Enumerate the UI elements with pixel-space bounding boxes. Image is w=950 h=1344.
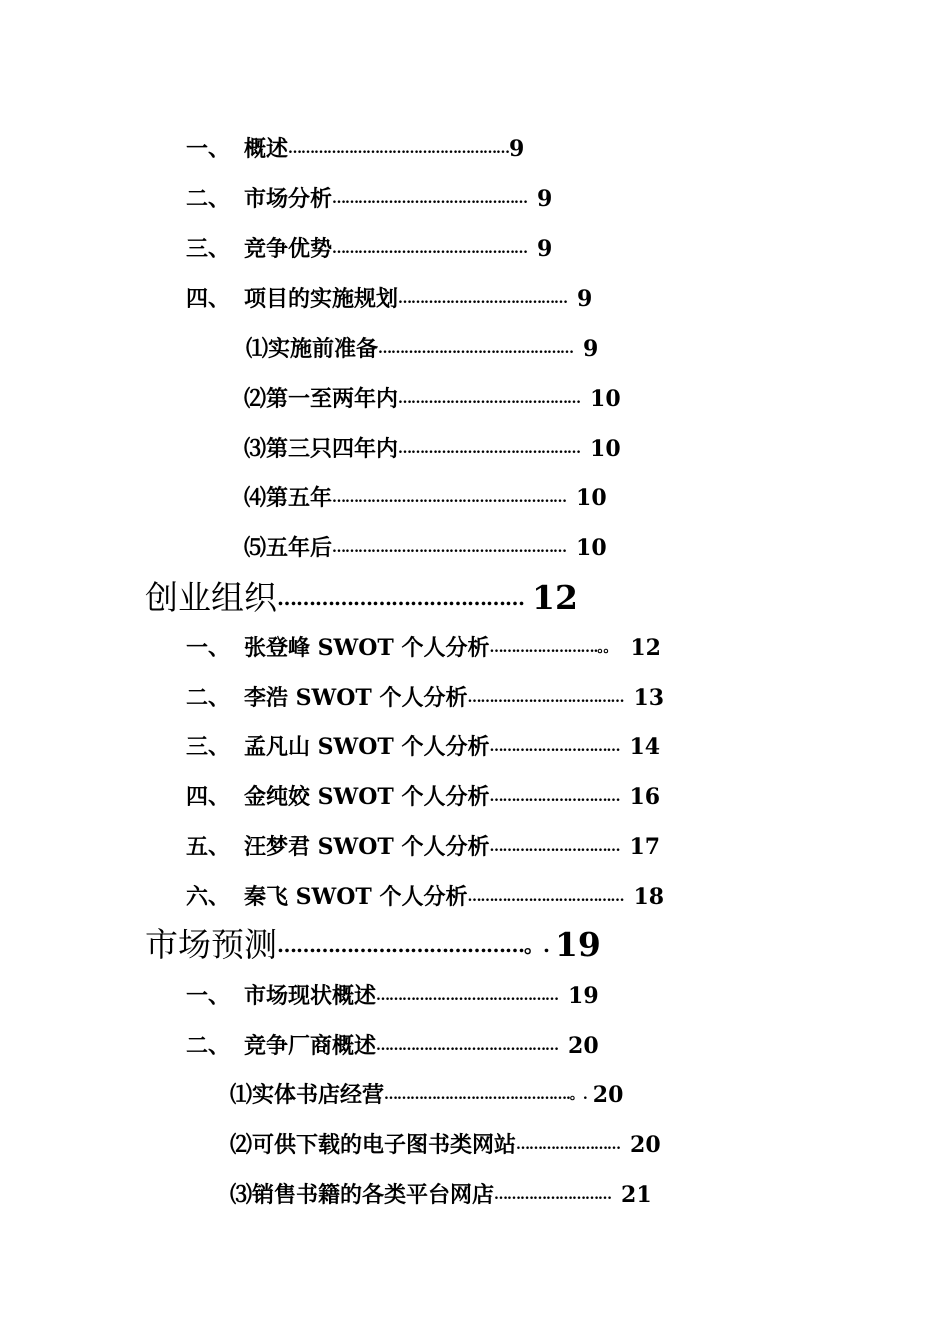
toc-title: ⑸五年后 [244,535,333,561]
toc-leader: …………………………………… [376,988,559,1004]
toc-prefix: 三、 [186,734,231,760]
toc-entry [246,332,598,366]
toc-title: 李浩 SWOT 个人分析 [244,685,468,711]
toc-leader: …………………………………… [376,1038,559,1054]
toc-page: 10 [576,485,607,511]
toc-title: ⑵第一至两年内 [244,386,399,412]
toc-prefix: 一、 [186,635,231,661]
toc-entry [230,1178,652,1212]
toc-title: ⑷第五年 [244,485,333,511]
toc-entry [186,880,664,914]
toc-page: 13 [633,685,665,711]
toc-page: 9 [583,336,599,362]
toc-leader: ……………………………………… [332,191,528,207]
toc-entry [244,531,607,565]
toc-prefix: 二、 [186,1033,231,1059]
toc-page: 14 [629,734,661,760]
toc-page: 21 [621,1182,652,1208]
toc-title: 竞争优势 [244,236,333,262]
toc-title: 市场预测 [145,925,277,964]
toc-title: 项目的实施规划 [244,286,399,312]
toc-entry [186,631,661,665]
toc-page: 9 [509,136,525,162]
toc-prefix: 四、 [186,286,231,312]
toc-title: 孟凡山 SWOT 个人分析 [244,734,490,760]
toc-prefix: 六、 [186,884,231,910]
toc-entry [186,830,660,864]
toc-entry [244,481,607,515]
toc-title: 金纯姣 SWOT 个人分析 [244,784,490,810]
toc-leader: ………………………………… [277,586,524,610]
toc-page: 18 [633,884,665,910]
toc-leader: ……………………………………………… [332,490,567,506]
toc-prefix: 二、 [186,186,231,212]
toc-entry [244,382,621,416]
toc-prefix: 三、 [186,236,231,262]
toc-prefix: 二、 [186,685,231,711]
toc-entry [186,1029,599,1063]
toc-leader: ……………………………………… [378,341,574,357]
toc-page: 10 [576,535,607,561]
toc-leader: ……………………………… [467,889,624,905]
toc-leader: ………………………… [489,839,620,855]
toc-leader: ………………………… [489,739,620,755]
toc-page: 12 [630,635,661,661]
toc-entry [230,1078,623,1112]
toc-page: 10 [590,386,621,412]
toc-leader: …………………….。。 [489,640,617,656]
toc-prefix: 五、 [186,834,231,860]
toc-title: ⑴实施前准备 [246,336,379,362]
toc-entry [186,979,599,1013]
toc-entry [186,182,552,216]
toc-entry [186,780,660,814]
toc-page: 9 [537,186,553,212]
toc-leader: ……………………………………………… [332,540,567,556]
toc-prefix: 一、 [186,983,231,1009]
toc-title: ⑵可供下载的电子图书类网站 [230,1132,517,1158]
toc-page: 20 [592,1082,624,1108]
toc-page: 16 [629,784,661,810]
toc-leader: …………………………………….。. [384,1087,587,1103]
toc-entry [186,232,552,266]
toc-leader: …………………………………………… [288,141,510,157]
toc-title: 市场现状概述 [244,983,377,1009]
toc-leader: ………………………………… [398,291,568,307]
toc-title: ⑴实体书店经营 [230,1082,385,1108]
toc-page: 10 [590,436,621,462]
toc-leader: …………………… [516,1137,621,1153]
toc-entry [186,681,664,715]
toc-prefix: 四、 [186,784,231,810]
toc-leader: ……………………………… [467,690,624,706]
toc-chapter [145,575,578,621]
toc-prefix: 一、 [186,136,231,162]
toc-leader: …………………………………… [398,391,581,407]
toc-title: 汪梦君 SWOT 个人分析 [244,834,490,860]
toc-page: 20 [630,1132,661,1158]
toc-entry [230,1128,661,1162]
toc-leader: …………………………………… [398,441,581,457]
toc-entry [186,730,660,764]
toc-page: 9 [577,286,593,312]
toc-page: 9 [537,236,553,262]
toc-page: 19 [554,925,601,964]
toc-page: 17 [629,834,661,860]
toc-title: 张登峰 SWOT 个人分析 [244,635,490,661]
toc-title: ⑶第三只四年内 [244,436,399,462]
toc-title: 秦飞 SWOT 个人分析 [244,884,468,910]
toc-title: ⑶销售书籍的各类平台网店 [230,1182,495,1208]
toc-entry [244,432,621,466]
toc-entry [186,282,592,316]
toc-entry [186,132,524,166]
toc-page: 20 [568,1033,599,1059]
toc-leader: ……………………………………… [332,241,528,257]
toc-page: 12 [532,578,578,617]
toc-title: 概述 [244,136,289,162]
toc-title: 市场分析 [244,186,333,212]
toc-page: 19 [568,983,599,1009]
toc-leader: …………………………………。. [277,933,549,957]
toc-leader: ……………………… [494,1187,612,1203]
toc-leader: ………………………… [489,789,620,805]
toc-title: 竞争厂商概述 [244,1033,377,1059]
toc-title: 创业组织 [145,578,277,617]
toc-chapter [145,922,601,968]
